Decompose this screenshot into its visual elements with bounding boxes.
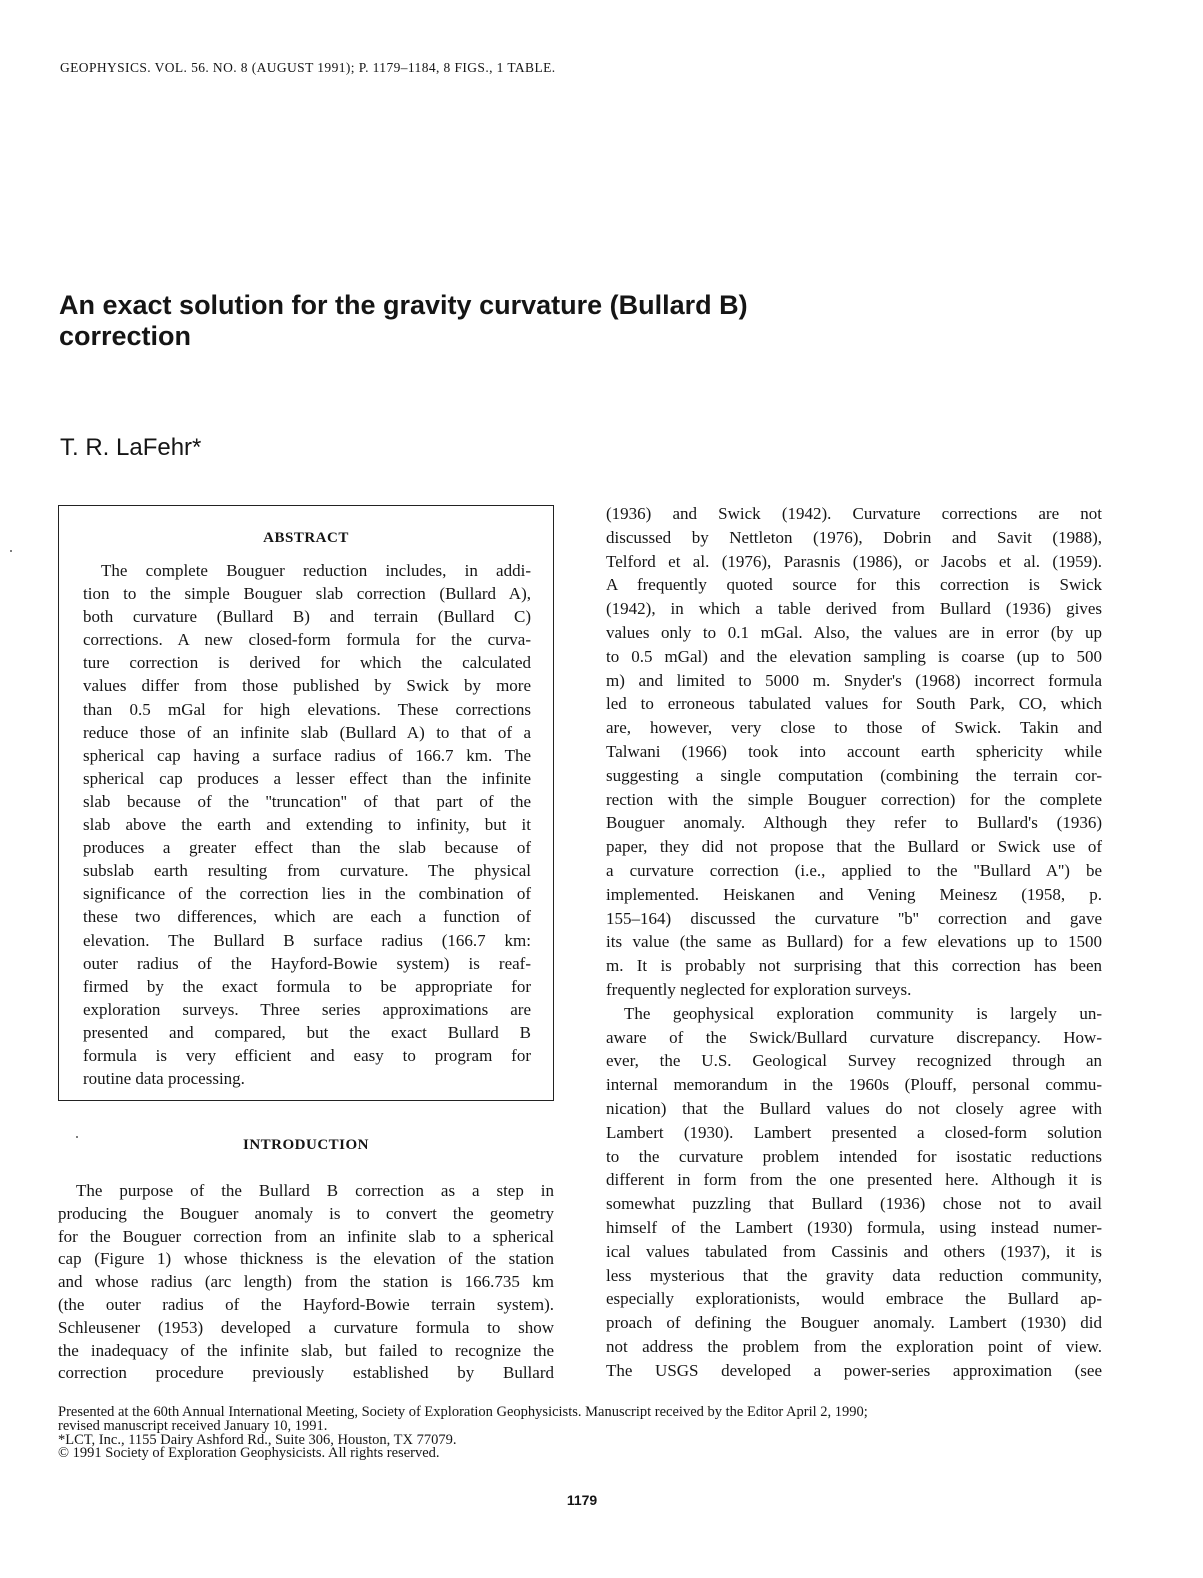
abstract-line: elevation. The Bullard B surface radius (166.7 km: xyxy=(83,930,531,950)
body-line: ever, the U.S. Geological Survey recognized through an xyxy=(606,1051,1102,1071)
abstract-line: than 0.5 mGal for high elevations. These corrections xyxy=(83,699,531,719)
abstract-line: slab above the earth and extending to infinity, but it xyxy=(83,815,531,835)
body-line: different in form from the one presented here. Although it is xyxy=(606,1170,1102,1190)
abstract-line: presented and compared, but the exact Bullard B xyxy=(83,1022,531,1042)
intro-line: and whose radius (arc length) from the station is 166.735 km xyxy=(58,1272,554,1292)
body-line: Bouguer anomaly. Although they refer to Bullard's (1936) xyxy=(606,813,1102,833)
footnote-line: revised manuscript received January 10, 1991. xyxy=(58,1417,328,1434)
body-line: The USGS developed a power-series approximation (see xyxy=(606,1360,1102,1380)
body-line: nication) that the Bullard values do not closely agree with xyxy=(606,1098,1102,1118)
title-line-2: correction xyxy=(59,321,192,351)
right-paragraph-2 xyxy=(606,1002,1102,1383)
body-line: not address the problem from the exploration point of view. xyxy=(606,1336,1102,1356)
abstract-line: significance of the correction lies in the combination of xyxy=(83,884,531,904)
intro-line: the inadequacy of the infinite slab, but failed to recognize the xyxy=(58,1340,554,1360)
introduction-heading: INTRODUCTION xyxy=(242,1137,369,1153)
body-line: m) and limited to 5000 m. Snyder's (1968) incorrect formula xyxy=(606,670,1102,690)
right-paragraph-1 xyxy=(606,502,1102,1002)
introduction-paragraph xyxy=(58,1180,554,1385)
abstract-line: routine data processing. xyxy=(83,1069,245,1089)
body-line: 155–164) discussed the curvature ''b'' correction and gave xyxy=(606,908,1102,928)
body-line: m. It is probably not surprising that this correction has been xyxy=(606,956,1102,976)
author-name: T. R. LaFehr* xyxy=(60,434,202,461)
body-line: (1936) and Swick (1942). Curvature corrections are not xyxy=(606,504,1102,523)
body-line: The geophysical exploration community is largely un- xyxy=(624,1003,1102,1023)
footnotes xyxy=(58,1406,1108,1461)
body-line: (1942), in which a table derived from Bullard (1936) gives xyxy=(606,599,1102,619)
body-line: himself of the Lambert (1930) formula, using instead numer- xyxy=(606,1217,1102,1237)
body-line: somewhat puzzling that Bullard (1936) chose not to avail xyxy=(606,1194,1102,1214)
title-line-1: An exact solution for the gravity curvature (Bullard B) xyxy=(59,290,748,320)
abstract-line: firmed by the exact formula to be appropriate for xyxy=(83,976,531,996)
abstract-line: both curvature (Bullard B) and terrain (Bullard C) xyxy=(83,607,531,627)
intro-line: for the Bouguer correction from an infinite slab to a spherical xyxy=(58,1226,554,1246)
journal-header: GEOPHYSICS. VOL. 56. NO. 8 (AUGUST 1991); P. 1179–1184, 8 FIGS., 1 TABLE. xyxy=(60,60,556,75)
abstract-line: spherical cap produces a lesser effect than the infinite xyxy=(83,768,531,788)
abstract-line: tion to the simple Bouguer slab correction (Bullard A), xyxy=(83,584,531,604)
scan-speck xyxy=(10,550,12,552)
abstract-line: subslab earth resulting from curvature. The physical xyxy=(83,861,531,881)
abstract-line: formula is very efficient and easy to program for xyxy=(83,1045,531,1065)
body-line: to the curvature problem intended for isostatic reductions xyxy=(606,1146,1102,1166)
body-line: aware of the Swick/Bullard curvature discrepancy. How- xyxy=(606,1027,1102,1047)
body-line: values only to 0.1 mGal. Also, the values are in error (by up xyxy=(606,622,1102,642)
body-line: are, however, very close to those of Swick. Takin and xyxy=(606,718,1102,738)
abstract-body xyxy=(83,559,531,1090)
abstract-line: exploration surveys. Three series approximations are xyxy=(83,999,531,1019)
intro-line: cap (Figure 1) whose thickness is the elevation of the station xyxy=(58,1249,554,1269)
body-line: less mysterious that the gravity data reduction community, xyxy=(606,1265,1102,1285)
abstract-box xyxy=(58,505,554,1101)
abstract-heading: ABSTRACT xyxy=(263,530,349,546)
footnote-line: Presented at the 60th Annual International Meeting, Society of Exploration Geophysicists. Manuscript received by the Editor April 2, 1990; xyxy=(58,1404,868,1420)
body-line: led to erroneous tabulated values for South Park, CO, which xyxy=(606,694,1102,714)
body-line: especially explorationists, would embrace the Bullard ap- xyxy=(606,1289,1102,1309)
paper-title xyxy=(59,290,879,352)
body-line: internal memorandum in the 1960s (Plouff, personal commu- xyxy=(606,1075,1102,1095)
abstract-line: corrections. A new closed-form formula for the curva- xyxy=(83,630,531,650)
page-number: 1179 xyxy=(566,1492,598,1508)
abstract-line: slab because of the ''truncation'' of that part of the xyxy=(83,791,531,811)
body-line: a curvature correction (i.e., applied to the ''Bullard A'') be xyxy=(606,860,1102,880)
intro-line: (the outer radius of the Hayford-Bowie terrain system). xyxy=(58,1294,554,1314)
body-line: suggesting a single computation (combining the terrain cor- xyxy=(606,765,1102,785)
body-line: proach of defining the Bouguer anomaly. Lambert (1930) did xyxy=(606,1313,1102,1333)
abstract-line: these two differences, which are each a function of xyxy=(83,907,531,927)
intro-line: producing the Bouguer anomaly is to convert the geometry xyxy=(58,1203,554,1223)
body-line: its value (the same as Bullard) for a few elevations up to 1500 xyxy=(606,932,1102,952)
abstract-line: reduce those of an infinite slab (Bullard A) to that of a xyxy=(83,722,531,742)
right-column xyxy=(606,502,1102,1382)
body-line: ical values tabulated from Cassinis and others (1937), it is xyxy=(606,1241,1102,1261)
body-line: A frequently quoted source for this correction is Swick xyxy=(606,575,1102,595)
abstract-line: The complete Bouguer reduction includes, in addi- xyxy=(101,561,531,580)
intro-line: The purpose of the Bullard B correction as a step in xyxy=(76,1181,554,1200)
abstract-line: values differ from those published by Swick by more xyxy=(83,676,531,696)
body-line: rection with the simple Bouguer correction) for the complete xyxy=(606,789,1102,809)
body-line: Talwani (1966) took into account earth sphericity while xyxy=(606,741,1102,761)
body-line: frequently neglected for exploration surveys. xyxy=(606,979,912,999)
body-line: Telford et al. (1976), Parasnis (1986), or Jacobs et al. (1959). xyxy=(606,551,1102,571)
footnote-line: *LCT, Inc., 1155 Dairy Ashford Rd., Suite 306, Houston, TX 77079. xyxy=(58,1431,457,1448)
body-line: discussed by Nettleton (1976), Dobrin and Savit (1988), xyxy=(606,527,1102,547)
abstract-line: outer radius of the Hayford-Bowie system) is reaf- xyxy=(83,953,531,973)
body-line: paper, they did not propose that the Bullard or Swick use of xyxy=(606,837,1102,857)
footnote-line: © 1991 Society of Exploration Geophysicists. All rights reserved. xyxy=(58,1445,440,1462)
body-line: to 0.5 mGal) and the elevation sampling is coarse (up to 500 xyxy=(606,646,1102,666)
intro-line: Schleusener (1953) developed a curvature formula to show xyxy=(58,1317,554,1337)
abstract-line: produces a greater effect than the slab because of xyxy=(83,838,531,858)
intro-line: correction procedure previously established by Bullard xyxy=(58,1363,554,1383)
abstract-line: ture correction is derived for which the calculated xyxy=(83,653,531,673)
abstract-line: spherical cap having a surface radius of 166.7 km. The xyxy=(83,745,531,765)
body-line: Lambert (1930). Lambert presented a closed-form solution xyxy=(606,1122,1102,1142)
body-line: implemented. Heiskanen and Vening Meinesz (1958, p. xyxy=(606,884,1102,904)
